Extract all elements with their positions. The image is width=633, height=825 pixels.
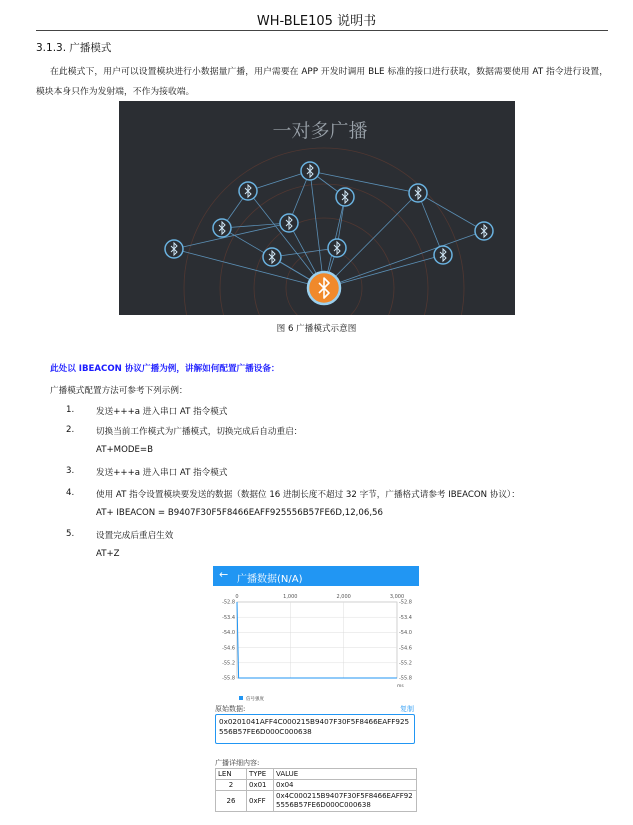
connection-line bbox=[324, 231, 484, 288]
y-tick-label-left: -55.8 bbox=[222, 675, 235, 682]
y-tick-label-right: -53.4 bbox=[399, 614, 412, 621]
chart-grid bbox=[237, 602, 397, 678]
bluetooth-node bbox=[239, 182, 257, 200]
bluetooth-node bbox=[301, 162, 319, 180]
chart-ticks bbox=[222, 594, 412, 682]
broadcast-diagram bbox=[119, 101, 515, 315]
y-tick-label-right: -55.8 bbox=[399, 675, 412, 682]
table-row bbox=[216, 780, 417, 791]
cell-len: 2 bbox=[216, 780, 247, 791]
signal-chart bbox=[213, 586, 419, 702]
table-row bbox=[216, 791, 417, 812]
figure-caption: 图 6 广播模式示意图 bbox=[276, 324, 357, 334]
x-unit-label: ms bbox=[397, 684, 404, 689]
config-intro: 广播模式配置方法可参考下列示例： bbox=[50, 386, 188, 396]
column-header: LEN bbox=[216, 769, 247, 780]
plot-frame bbox=[237, 602, 397, 678]
cell-value: 0x4C000215B9407F30F5F8466EAFF925556B57FE6D000C000638 bbox=[274, 791, 417, 812]
raw-data-label: 原始数据: bbox=[215, 705, 246, 713]
section-heading: 3.1.3. 广播模式 bbox=[36, 42, 112, 54]
step-text: 发送+++a 进入串口 AT 指令模式 bbox=[96, 468, 228, 478]
intro-paragraph: 在此模式下，用户可以设置模块进行小数据量广播，用户需要在 APP 开发时调用 BLE 标准的接口进行获取，数据需要使用 AT 指令进行设置，模块本身只作为发射端，不作为接收端。 bbox=[36, 67, 608, 97]
y-tick-label-left: -53.4 bbox=[222, 614, 235, 621]
diagram-heading: 一对多广播 bbox=[272, 120, 368, 142]
x-tick-label: 0 bbox=[235, 594, 239, 600]
step-text: 设置完成后重启生效 bbox=[96, 531, 174, 541]
legend-label: 信号强度 bbox=[246, 697, 264, 702]
cell-value: 0x04 bbox=[274, 780, 417, 791]
broadcast-diagram-svg bbox=[119, 101, 515, 315]
advertisement-detail-label: 广播详细内容: bbox=[215, 759, 260, 767]
step-text: 发送+++a 进入串口 AT 指令模式 bbox=[96, 407, 228, 417]
column-header: VALUE bbox=[274, 769, 417, 780]
center-broadcaster bbox=[308, 272, 340, 304]
connection-line bbox=[324, 255, 443, 288]
connection-line bbox=[310, 171, 418, 193]
config-note: 此处以 IBEACON 协议广播为例，讲解如何配置广播设备： bbox=[50, 364, 280, 374]
cell-type: 0xFF bbox=[247, 791, 274, 812]
y-tick-label-right: -52.8 bbox=[399, 599, 412, 606]
connection-line bbox=[310, 171, 324, 288]
document-title: WH-BLE105 说明书 bbox=[256, 14, 377, 29]
step-text: 切换当前工作模式为广播模式，切换完成后自动重启： bbox=[96, 427, 303, 437]
y-tick-label-left: -52.8 bbox=[222, 599, 235, 606]
advertisement-table bbox=[215, 768, 417, 812]
y-tick-label-left: -54.6 bbox=[222, 645, 235, 652]
step-command: AT+Z bbox=[96, 549, 120, 559]
column-header: TYPE bbox=[247, 769, 274, 780]
connection-line bbox=[248, 191, 324, 288]
bluetooth-node bbox=[263, 248, 281, 266]
y-tick-label-right: -54.6 bbox=[399, 645, 412, 652]
header-divider bbox=[36, 30, 608, 31]
bluetooth-node bbox=[434, 246, 452, 264]
app-screenshot bbox=[213, 566, 419, 821]
series-line bbox=[237, 602, 397, 678]
x-tick-label: 1,000 bbox=[283, 594, 298, 600]
connection-line bbox=[418, 193, 484, 231]
x-tick-label: 2,000 bbox=[336, 594, 351, 600]
y-tick-label-right: -54.0 bbox=[399, 630, 412, 637]
bluetooth-node bbox=[328, 239, 346, 257]
bluetooth-node bbox=[409, 184, 427, 202]
bluetooth-node bbox=[475, 222, 493, 240]
step-number: 3. bbox=[66, 466, 75, 476]
copy-button[interactable]: 复制 bbox=[400, 705, 414, 713]
step-number: 2. bbox=[66, 425, 75, 435]
y-tick-label-left: -54.0 bbox=[222, 630, 235, 637]
cell-type: 0x01 bbox=[247, 780, 274, 791]
step-number: 1. bbox=[66, 405, 75, 415]
bluetooth-node bbox=[213, 219, 231, 237]
app-header-title: 广播数据(N/A) bbox=[237, 574, 303, 585]
connection-line bbox=[174, 249, 324, 288]
step-command: AT+MODE=B bbox=[96, 445, 153, 455]
step-number: 5. bbox=[66, 529, 75, 539]
table-header-row bbox=[216, 769, 417, 780]
step-command: AT+ IBEACON = B9407F30F5F8466EAFF925556B57FE6D,12,06,56 bbox=[96, 508, 383, 518]
y-tick-label-left: -55.2 bbox=[222, 660, 235, 667]
legend-swatch bbox=[239, 696, 243, 700]
step-text: 使用 AT 指令设置模块要发送的数据（数据位 16 进制长度不超过 32 字节，广播格式请参考 IBEACON 协议）： bbox=[96, 490, 520, 500]
bluetooth-node bbox=[280, 214, 298, 232]
bluetooth-nodes bbox=[165, 162, 493, 266]
cell-len: 26 bbox=[216, 791, 247, 812]
bluetooth-node bbox=[165, 240, 183, 258]
x-tick-label: 3,000 bbox=[389, 594, 405, 600]
app-header bbox=[213, 566, 419, 586]
y-tick-label-right: -55.2 bbox=[399, 660, 412, 667]
step-number: 4. bbox=[66, 488, 75, 498]
connection-line bbox=[248, 171, 310, 191]
back-arrow-icon[interactable]: ← bbox=[219, 568, 229, 581]
connection-line bbox=[418, 193, 443, 255]
bluetooth-node bbox=[336, 188, 354, 206]
raw-data-field[interactable]: 0x0201041AFF4C000215B9407F30F5F8466EAFF925556B57FE6D000C000638 bbox=[215, 714, 415, 744]
